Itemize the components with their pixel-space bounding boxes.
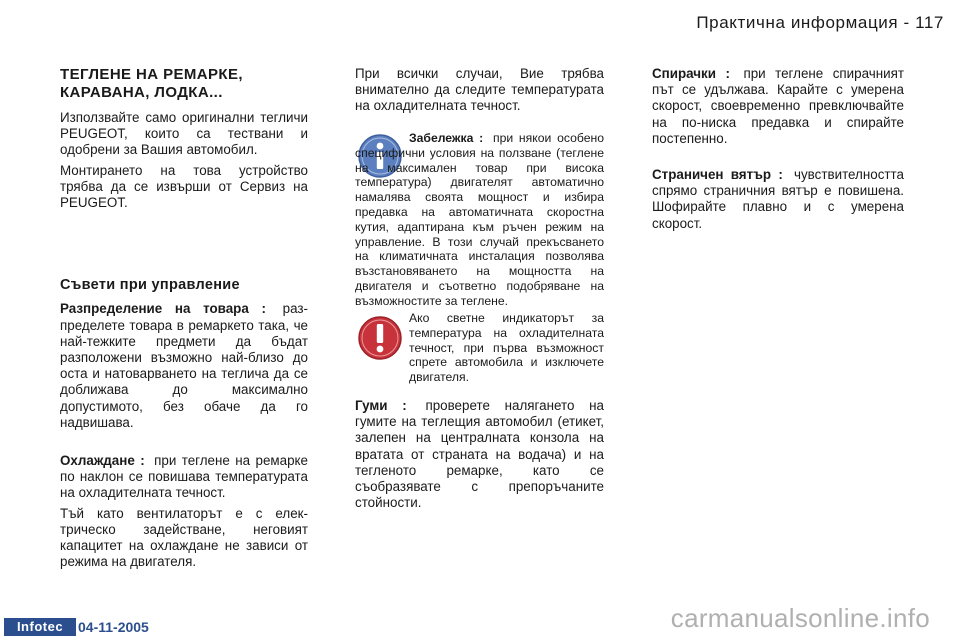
left-column xyxy=(60,66,308,570)
note-text: при някои особено специфични условия на ползване (теглене на максимален товар при висока температура) двигателят автоматично намалява своята мощност и избира предавка на автоматичната скоростна кутия, адаптирана към ръчен режим на управление. В този случай прекъсването на климатичната инсталация позволява възстановяването на мощността на двигателя и съответно подобряване на възможностите за теглене. xyxy=(355,131,604,308)
tyres-block xyxy=(355,398,604,511)
footer-date: 04-11-2005 xyxy=(78,619,149,635)
cooling-label: Охлаждане : xyxy=(60,453,145,469)
warning-block xyxy=(409,311,604,385)
paragraph-load-distribution xyxy=(60,301,308,431)
note-block xyxy=(355,131,604,309)
paragraph-monitor-temperature: При всички случаи, Вие трябва внимателно да следите температурата на охладителната течност. xyxy=(355,66,604,114)
middle-column-intro xyxy=(355,66,604,115)
paragraph-brakes xyxy=(652,66,904,147)
subtitle-driving-advice: Съвети при управление xyxy=(60,277,240,294)
page-header-title: Практична информация - 117 xyxy=(696,13,944,32)
load-distribution-text: разпределете товара в ремаркето така, че най-тежките предмети да бъдат разположени възможно най-близо до оста и натоварването на теглича да се доближава до максимално допустимото, без обаче да го надвишава. xyxy=(60,301,308,430)
brakes-label: Спирачки : xyxy=(652,66,730,81)
warning-text: Ако светне индикаторът за температура на охладителната течност, при първа възможност спрете автомобила и изключете двигателя. xyxy=(409,311,604,385)
paragraph-cooling xyxy=(60,453,308,502)
paragraph-tyres xyxy=(355,398,604,511)
paragraph-crosswind xyxy=(652,167,904,232)
crosswind-text: чувствителността спрямо страничния вятър е повишена. Шофирайте плавно и с умерена скорост. xyxy=(652,167,904,231)
cooling-text: при теглене на ремарке по наклон се повишава температурата на охладителната течност. xyxy=(60,453,308,501)
section-title-line1: ТЕГЛЕНЕ НА РЕМАРКЕ, xyxy=(60,66,243,83)
section-title-line2: КАРАВАНА, ЛОДКА... xyxy=(60,84,223,101)
load-distribution-label: Разпределение на товара : xyxy=(60,301,266,317)
crosswind-label: Страничен вятър : xyxy=(652,167,783,183)
note-label: Забележка : xyxy=(409,131,484,145)
tyres-text: проверете налягането на гумите на теглещия автомобил (етикет, залепен на централната конзола на вратата от страната на водача) и на тегленото ремарке, като се съобразявате с препоръчаните стойности. xyxy=(355,398,604,511)
right-column xyxy=(652,66,904,232)
paragraph-original-hitches: Използвайте само оригинални тегличи PEUGEOT, които са тествани и одобрени за Вашия автомобил. xyxy=(60,110,308,158)
brakes-text: при теглене спирачният път се удължава. Карайте с умерена скорост, своевременно превключвайте на по-ниска предавка и спирайте постепенно. xyxy=(652,66,904,146)
paragraph-installation: Монтирането на това устройство трябва да се извърши от Сервиз на PEUGEOT. xyxy=(60,162,308,211)
tyres-label: Гуми : xyxy=(355,398,407,413)
watermark: carmanualsonline.info xyxy=(670,603,930,633)
infotec-logo: Infotec xyxy=(4,618,76,636)
exclamation-icon xyxy=(357,315,403,361)
paragraph-fan: Тъй като вентилаторът е с електрическо задействане, неговият капацитет на охлаждане не зависи от режима на двигателя. xyxy=(60,505,308,570)
note-paragraph xyxy=(355,131,604,309)
section-title-towing xyxy=(60,66,308,102)
